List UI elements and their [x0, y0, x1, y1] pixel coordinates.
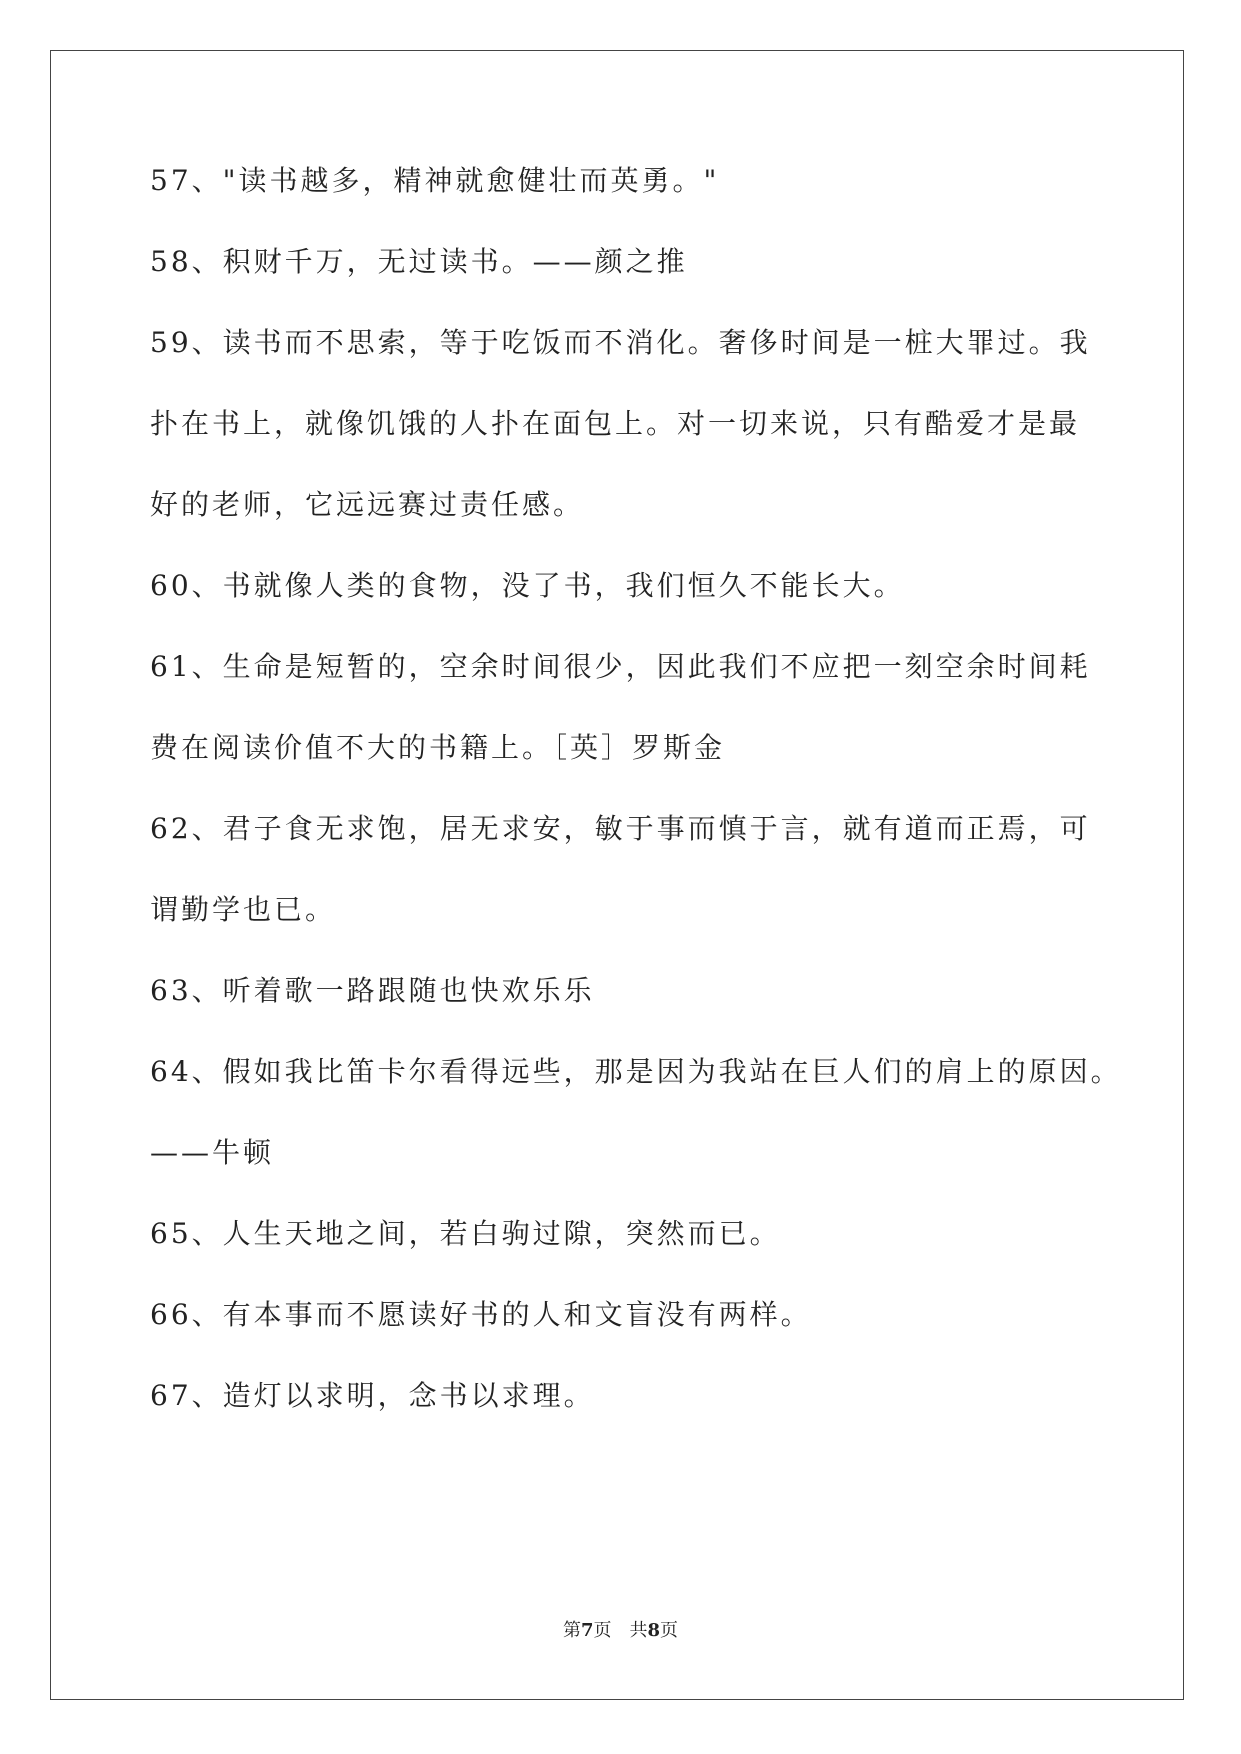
text-line: 64、假如我比笛卡尔看得远些，那是因为我站在巨人们的肩上的原因。: [150, 1055, 1122, 1088]
text-line: 62、君子食无求饱，居无求安，敏于事而慎于言，就有道而正焉，可: [150, 812, 1091, 845]
text-line: 扑在书上，就像饥饿的人扑在面包上。对一切来说，只有酷爱才是最: [150, 407, 1081, 440]
text-line: 60、书就像人类的食物，没了书，我们恒久不能长大。: [150, 569, 905, 602]
footer-middle: 页 共: [593, 1620, 648, 1641]
text-line: 61、生命是短暂的，空余时间很少，因此我们不应把一刻空余时间耗: [150, 650, 1091, 683]
footer-suffix: 页: [660, 1620, 679, 1641]
text-line: 好的老师，它远远赛过责任感。: [150, 488, 585, 521]
current-page-number: 7: [580, 1620, 594, 1641]
text-line: 65、人生天地之间，若白驹过隙，突然而已。: [150, 1217, 781, 1250]
total-page-number: 8: [647, 1620, 661, 1641]
text-line: 67、造灯以求明，念书以求理。: [150, 1379, 595, 1412]
page-footer: [0, 1616, 1241, 1642]
text-line: 59、读书而不思索，等于吃饭而不消化。奢侈时间是一桩大罪过。我: [150, 326, 1091, 359]
text-line: 57、"读书越多，精神就愈健壮而英勇。": [150, 164, 720, 197]
document-body: [150, 140, 1122, 1436]
text-line: 58、积财千万，无过读书。——颜之推: [150, 245, 688, 278]
text-line: ——牛顿: [150, 1136, 275, 1169]
text-line: 63、听着歌一路跟随也快欢乐乐: [150, 974, 595, 1007]
text-line: 费在阅读价值不大的书籍上。［英］罗斯金: [150, 731, 726, 764]
text-line: 谓勤学也已。: [150, 893, 337, 926]
footer-prefix: 第: [562, 1620, 581, 1641]
text-line: 66、有本事而不愿读好书的人和文盲没有两样。: [150, 1298, 812, 1331]
